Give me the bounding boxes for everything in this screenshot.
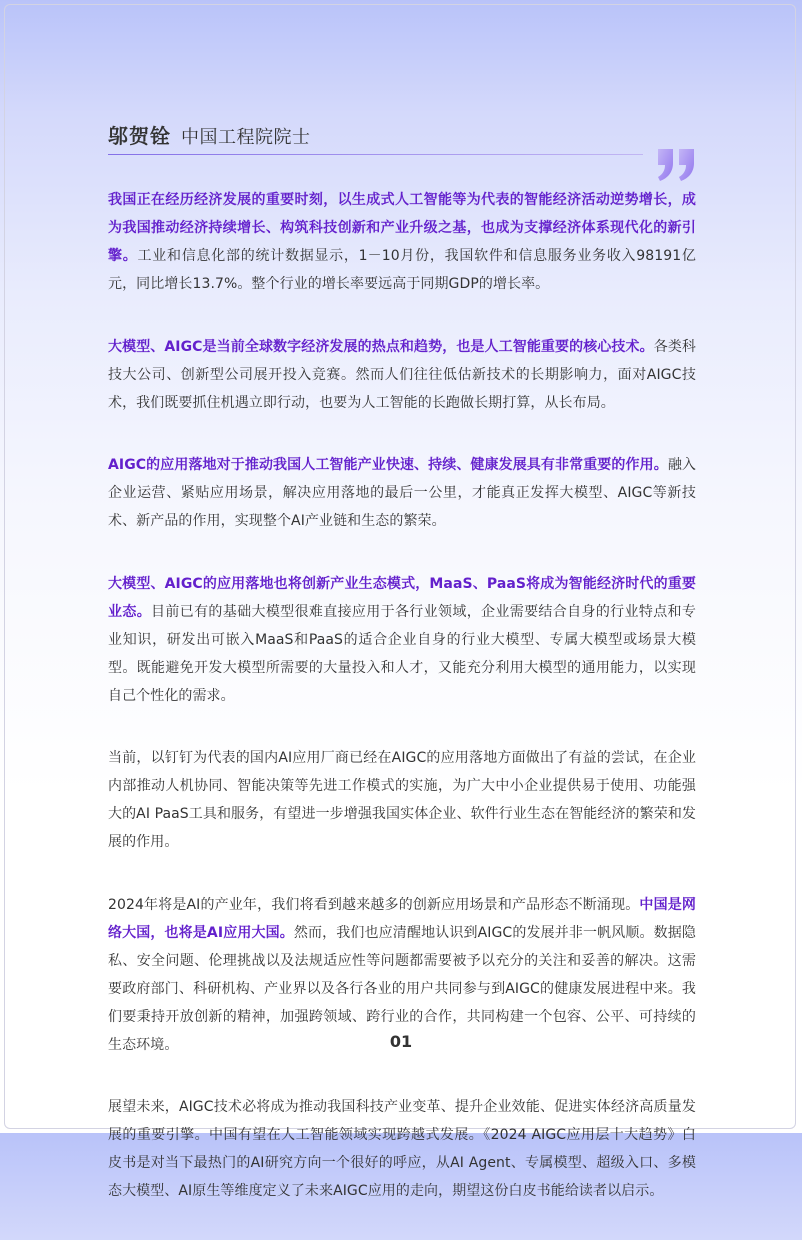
paragraph-6-lead: 2024年将是AI的产业年，我们将看到越来越多的创新应用场景和产品形态不断涌现。 xyxy=(108,896,640,913)
closing-quote-icon xyxy=(656,148,696,182)
paragraph-3 xyxy=(108,451,696,535)
paragraph-2-highlight: 大模型、AIGC是当前全球数字经济发展的热点和趋势，也是人工智能重要的核心技术。 xyxy=(108,338,654,355)
paragraph-2-text: 各类科技大公司、创新型公司展开投入竞赛。然而人们往往低估新技术的长期影响力，面对AIGC技术，我们既要抓住机遇立即行动，也要为人工智能的长跑做长期打算，从长布局。 xyxy=(108,338,696,411)
paragraph-1-text: 工业和信息化部的统计数据显示，1－10月份，我国软件和信息服务业务收入98191亿元，同比增长13.7%。整个行业的增长率要远高于同期GDP的增长率。 xyxy=(108,248,696,292)
paragraph-5-text: 当前，以钉钉为代表的国内AI应用厂商已经在AIGC的应用落地方面做出了有益的尝试，在企业内部推动人机协同、智能决策等先进工作模式的实施，为广大中小企业提供易于使用、功能强大的AI PaaS工具和服务，有望进一步增强我国实体企业、软件行业生态在智能经济的繁荣和发展的作用。 xyxy=(108,750,696,850)
author-title: 中国工程院院士 xyxy=(181,127,311,148)
letter-body xyxy=(108,186,696,1240)
paragraph-4-highlight: 大模型、AIGC的应用落地也将创新产业生态模式，MaaS、PaaS将成为智能经济时代的重要业态。 xyxy=(108,575,696,620)
paragraph-7 xyxy=(108,1093,696,1205)
divider-line xyxy=(108,154,643,155)
paragraph-4 xyxy=(108,570,696,710)
paragraph-5 xyxy=(108,744,696,856)
paragraph-6-text: 然而，我们也应清醒地认识到AIGC的发展并非一帆风顺。数据隐私、安全问题、伦理挑战以及法规适应性等问题都需要被予以充分的关注和妥善的解决。这需要政府部门、科研机构、产业界以及各行各业的用户共同参与到AIGC的健康发展进程中来。我们要秉持开放创新的精神，加强跨领域、跨行业的合作，共同构建一个包容、公平、可持续的生态环境。 xyxy=(108,924,696,1053)
page-number: 01 xyxy=(389,1032,413,1051)
paragraph-3-text: 融入企业运营、紧贴应用场景，解决应用落地的最后一公里，才能真正发挥大模型、AIGC等新技术、新产品的作用，实现整个AI产业链和生态的繁荣。 xyxy=(108,457,696,529)
paragraph-4-text: 目前已有的基础大模型很难直接应用于各行业领域，企业需要结合自身的行业特点和专业知识，研发出可嵌入MaaS和PaaS的适合企业自身的行业大模型、专属大模型或场景大模型。既能避免开发大模型所需要的大量投入和人才，又能充分利用大模型的通用能力，以实现自己个性化的需求。 xyxy=(108,603,696,704)
paragraph-2 xyxy=(108,333,696,417)
author-heading xyxy=(108,120,311,150)
author-name: 邬贺铨 xyxy=(108,124,171,148)
paragraph-6-highlight: 中国是网络大国，也将是AI应用大国。 xyxy=(108,896,696,941)
paragraph-1 xyxy=(108,186,696,298)
paragraph-7-text: 展望未来，AIGC技术必将成为推动我国科技产业变革、提升企业效能、促进实体经济高质量发展的重要引擎。中国有望在人工智能领域实现跨越式发展。《2024 AIGC应用层十大趋势》白皮书是对当下最热门的AI研究方向一个很好的呼应，从AI Agent、专属模型、超级入口、多模态大模型、AI原生等维度定义了未来AIGC应用的走向，期望这份白皮书能给读者以启示。 xyxy=(108,1099,696,1199)
paragraph-3-highlight: AIGC的应用落地对于推动我国人工智能产业快速、持续、健康发展具有非常重要的作用。 xyxy=(108,457,668,473)
paragraph-1-highlight: 我国正在经历经济发展的重要时刻，以生成式人工智能等为代表的智能经济活动逆势增长，成为我国推动经济持续增长、构筑科技创新和产业升级之基，也成为支撑经济体系现代化的新引擎。 xyxy=(108,192,696,264)
